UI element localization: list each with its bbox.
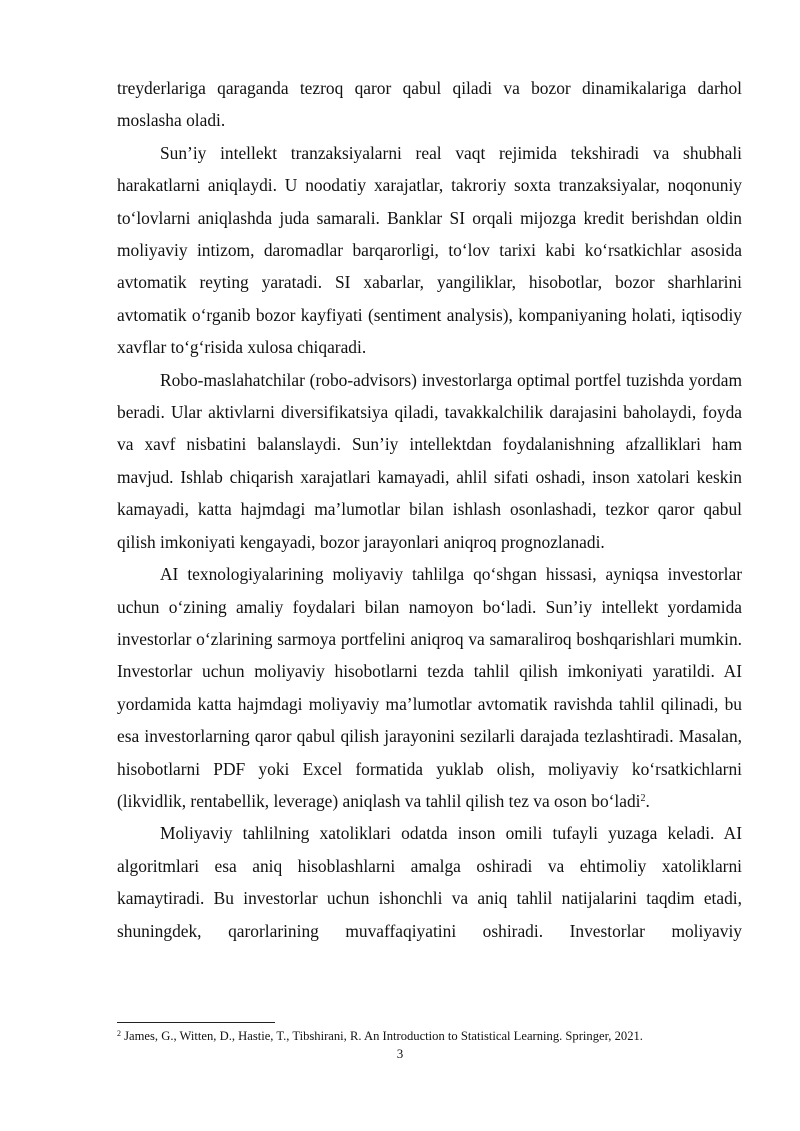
footnote-text: James, G., Witten, D., Hastie, T., Tibshirani, R. An Introduction to Statistical Learning. Springer, 2021. — [121, 1029, 643, 1043]
paragraph-ai-investors-text: AI texnologiyalarining moliyaviy tahlilga qo‘shgan hissasi, ayniqsa investorlar uchun o‘zining amaliy foydalari bilan namoyon bo‘ladi. Sun’iy intellekt yordamida investorlar o‘zlarining sarmoya portfelini aniqroq va samaraliroq boshqarishlari mumkin. Investorlar uchun moliyaviy hisobotlarni tezda tahlil qilish imkoniyati yaratildi. AI yordamida katta hajmdagi moliyaviy ma’lumotlar avtomatik ravishda tahlil qilinadi, bu esa investorlarning qaror qabul qilish jarayonini sezilarli darajada tezlashtiradi. Masalan, hisobotlarni PDF yoki Excel formatida yuklab olish, moliyaviy ko‘rsatkichlarni (likvidlik, rentabellik, leverage) aniqlash va tahlil qilish tez va oson bo‘ladi — [117, 564, 742, 811]
footnote — [117, 1028, 742, 1044]
footnote-divider — [117, 1022, 275, 1023]
footnote-marker: 2 — [117, 1029, 121, 1038]
paragraph-errors: Moliyaviy tahlilning xatoliklari odatda inson omili tufayli yuzaga keladi. AI algoritmlari esa aniq hisoblashlarni amalga oshiradi va ehtimoliy xatoliklarni kamaytiradi. Bu investorlar uchun ishonchli va aniq tahlil natijalarini taqdim etadi, shuningdek, qarorlarining muvaffaqiyatini oshiradi. Investorlar moliyaviy — [117, 823, 742, 941]
paragraph-ai-investors-end: . — [645, 790, 650, 811]
paragraph-ai-investors — [117, 558, 742, 817]
paragraph-continuation: treyderlariga qaraganda tezroq qaror qabul qiladi va bozor dinamikalariga darhol moslasha oladi. — [117, 78, 742, 131]
paragraph-fraud-detection: Sun’iy intellekt tranzaksiyalarni real vaqt rejimida tekshiradi va shubhali harakatlarni aniqlaydi. U noodatiy xarajatlar, takroriy soxta tranzaksiyalar, noqonuniy to‘lovlarni aniqlashda juda samarali. Banklar SI orqali mijozga kredit berishdan oldin moliyaviy intizom, daromadlar barqarorligi, to‘lov tarixi kabi ko‘rsatkichlar asosida avtomatik reyting yaratadi. SI xabarlar, yangiliklar, hisobotlar, bozor sharhlarini avtomatik o‘rganib bozor kayfiyati (sentiment analysis), kompaniyaning holati, iqtisodiy xavflar to‘g‘risida xulosa chiqaradi. — [117, 142, 742, 358]
footnote-reference[interactable]: 2 — [640, 792, 646, 804]
page-number: 3 — [396, 1046, 404, 1061]
paragraph-robo-advisors: Robo-maslahatchilar (robo-advisors) investorlarga optimal portfel tuzishda yordam beradi. Ular aktivlarni diversifikatsiya qiladi, tavakkalchilik darajasini baholaydi, foyda va xavf nisbatini balanslaydi. Sun’iy intellektdan foydalanishning afzalliklari ham mavjud. Ishlab chiqarish xarajatlari kamayadi, ahlil sifati oshadi, inson xatolari keskin kamayadi, katta hajmdagi ma’lumotlar bilan ishlash osonlashadi, tezkor qaror qabul qilish imkoniyati kengayadi, bozor jarayonlari aniqroq prognozlanadi. — [117, 369, 742, 552]
body-text — [117, 72, 742, 947]
